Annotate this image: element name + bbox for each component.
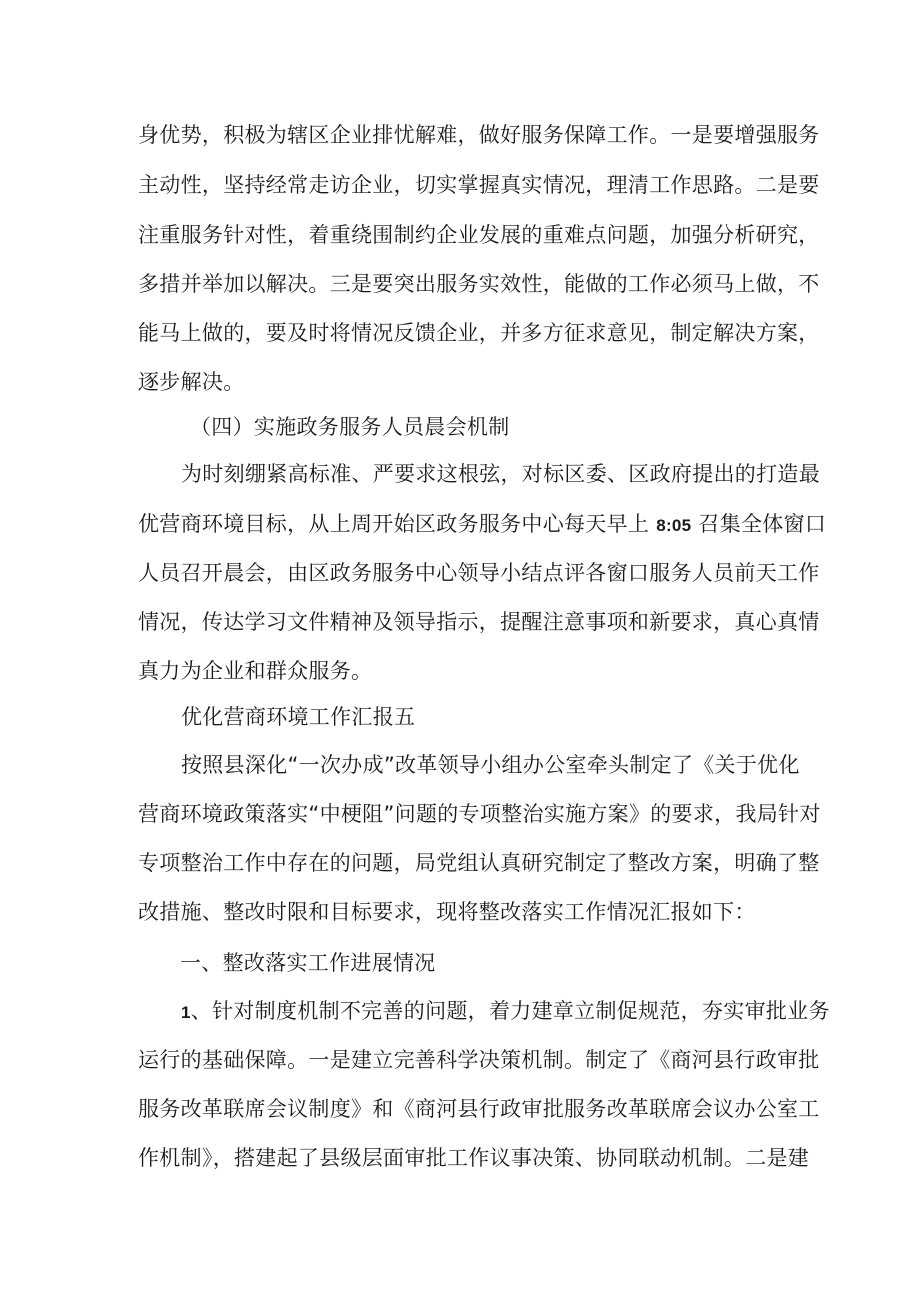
paragraph-line: 多措并举加以解决。三是要突出服务实效性，能做的工作必须马上做，不 — [138, 272, 820, 296]
paragraph-line: 营商环境政策落实“中梗阻”问题的专项整治实施方案》的要求，我局针对 — [138, 802, 821, 826]
paragraph-line: 能马上做的，要及时将情况反馈企业，并多方征求意见，制定解决方案， — [138, 321, 820, 345]
paragraph-text: 、针对制度机制不完善的问题，着力建章立制促规范，夯实审批业务 — [190, 999, 830, 1023]
report-title: 优化营商环境工作汇报五 — [181, 705, 416, 729]
paragraph-line: 逐步解决。 — [138, 370, 245, 394]
paragraph-line: 按照县深化“一次办成”改革领导小组办公室牵头制定了《关于优化 — [181, 753, 800, 777]
paragraph-line: 改措施、整改时限和目标要求，现将整改落实工作情况汇报如下： — [138, 900, 756, 924]
paragraph-line — [138, 511, 827, 537]
paragraph-text: 召集全体窗口 — [698, 512, 827, 536]
paragraph-line: 专项整治工作中存在的问题，局党组认真研究制定了整改方案，明确了整 — [138, 851, 820, 875]
section-heading: 一、整改落实工作进展情况 — [180, 951, 436, 975]
paragraph-line: 注重服务针对性，着重绕围制约企业发展的重难点问题，加强分析研究， — [138, 223, 820, 247]
paragraph-line: 作机制》，搭建起了县级层面审批工作议事决策、协同联动机制。二是建 — [138, 1146, 810, 1170]
paragraph-line: 运行的基础保障。一是建立完善科学决策机制。制定了《商河县行政审批 — [138, 1048, 820, 1072]
paragraph-line — [181, 998, 830, 1024]
paragraph-line: 身优势，积极为辖区企业排忧解难，做好服务保障工作。一是要增强服务 — [138, 123, 820, 147]
paragraph-text: 优营商环境目标，从上周开始区政务服务中心每天早上 — [138, 512, 650, 536]
item-number: 1 — [181, 1003, 191, 1022]
paragraph-line: 人员召开晨会，由区政务服务中心领导小结点评各窗口服务人员前天工作 — [138, 561, 820, 585]
paragraph-line: 为时刻绷紧高标准、严要求这根弦，对标区委、区政府提出的打造最 — [181, 462, 820, 486]
paragraph-line: 情况，传达学习文件精神及领导指示，提醒注意事项和新要求，真心真情 — [138, 610, 820, 634]
paragraph-line: 主动性，坚持经常走访企业，切实掌握真实情况，理清工作思路。二是要 — [138, 173, 820, 197]
paragraph-line: 真力为企业和群众服务。 — [138, 659, 373, 683]
time-value: 8:05 — [656, 516, 692, 535]
paragraph-line: 服务改革联席会议制度》和《商河县行政审批服务改革联席会议办公室工 — [138, 1097, 820, 1121]
section-heading: （四）实施政务服务人员晨会机制 — [190, 415, 510, 439]
